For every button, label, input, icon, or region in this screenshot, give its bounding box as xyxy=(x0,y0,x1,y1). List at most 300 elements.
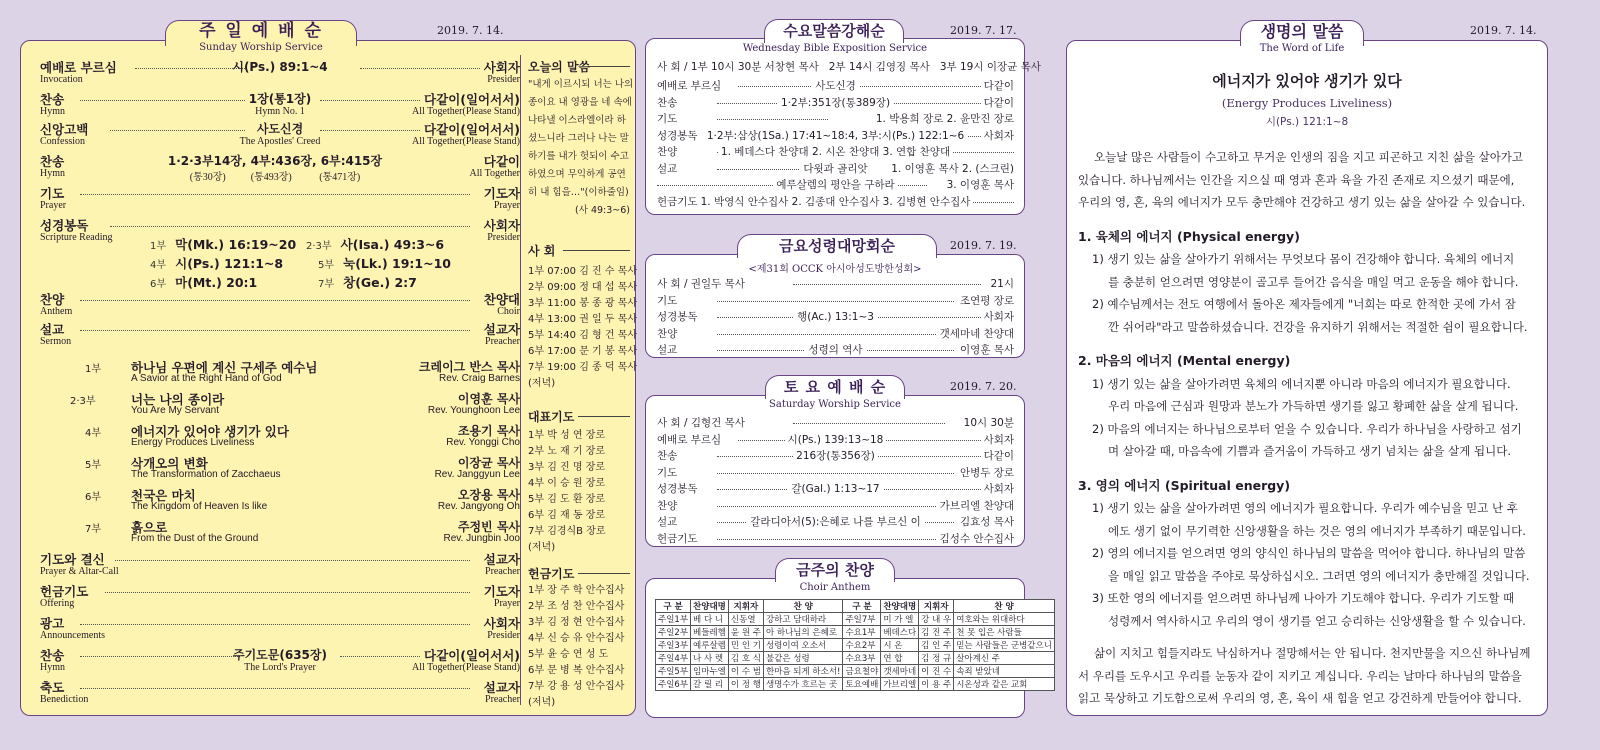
side-list-line: 7부 강 용 성 안수집사 xyxy=(528,681,625,692)
choir-cell: 신동열 xyxy=(728,613,763,626)
row-key-en: Confession xyxy=(40,136,85,147)
row-key: 찬송 xyxy=(40,92,65,107)
dotted-leader xyxy=(80,688,470,689)
table-row xyxy=(656,665,1055,678)
sermon-entry xyxy=(85,454,520,484)
row-leader: 기도자 xyxy=(483,186,520,201)
table-row xyxy=(656,639,1055,652)
sermon-heading-en: (Energy Produces Liveliness) xyxy=(1221,96,1393,110)
todays-word-heading: 오늘의 말씀 xyxy=(528,60,591,74)
row-content-en: The Apostles' Creed xyxy=(239,136,321,147)
friday-title-tab xyxy=(737,234,937,258)
row-key: 기도와 결신 xyxy=(40,552,105,567)
row-leader: 사회자 xyxy=(483,616,520,631)
row-content xyxy=(657,194,1014,209)
choir-cell: 이 용 주 xyxy=(919,678,954,691)
preacher-en: Rev. Janggyun Lee xyxy=(434,469,520,480)
side-list-line: 나타낼 이스라엘이라 하 xyxy=(528,115,626,126)
saturday-subtitle: Saturday Worship Service xyxy=(769,399,901,410)
dotted-leader xyxy=(105,592,470,593)
row-leader: 이영훈 목사 xyxy=(957,342,1014,357)
choir-cell: 불같은 성령 xyxy=(763,652,843,665)
row-leader-en: Presider xyxy=(487,630,520,641)
wednesday-subtitle: Wednesday Bible Exposition Service xyxy=(742,43,928,54)
row-key-en: Sermon xyxy=(40,336,72,347)
dotted-leader xyxy=(80,624,470,625)
row-content-bg: 216장(통356장) xyxy=(793,450,878,462)
row-leader-en: Preacher xyxy=(485,694,520,705)
row-content xyxy=(657,448,1014,463)
row-key: 설교 xyxy=(657,342,680,357)
dotted-leader xyxy=(115,560,470,561)
choir-cell: 수요2부 xyxy=(843,639,881,652)
row-content xyxy=(657,144,1014,159)
row-key-en: Prayer & Altar-Call xyxy=(40,566,119,577)
choir-cell: 김 인 주 xyxy=(919,639,954,652)
choir-subtitle: Choir Anthem xyxy=(799,582,871,593)
service-number: 5부 xyxy=(85,460,102,471)
friday-order xyxy=(657,276,1014,356)
row-key-en: Announcements xyxy=(40,630,105,641)
heading-rule xyxy=(578,573,630,574)
side-list-line: 5부 김 도 환 장로 xyxy=(528,494,606,505)
row-content-en: The Lord's Prayer xyxy=(244,662,316,673)
row-key: 찬양 xyxy=(657,498,680,513)
row-content-bg: 1·2부:삼상(1Sa.) 17:41~18:4, 3부:시(Ps.) 122:1~6 xyxy=(704,130,967,142)
side-list-line: (저녁) xyxy=(528,378,556,389)
side-list-line: 6부 김 재 동 장로 xyxy=(528,510,606,521)
preacher: 크레이그 반스 목사 xyxy=(418,360,520,374)
choir-table xyxy=(655,599,1055,691)
word-date: 2019. 7. 14. xyxy=(1470,24,1537,37)
row-content-bg: 갈라디아서(5):은혜로 나를 부르신 이 xyxy=(747,516,923,528)
section-heading: 2. 마음의 에너지 (Mental energy) xyxy=(1078,353,1291,368)
row-content xyxy=(657,481,1014,496)
section-line: 2) 마음의 에너지는 하나님으로부터 얻을 수 있습니다. 우리가 하나님을 사랑하고 섬기 xyxy=(1092,421,1522,436)
side-list-line: 1부 07:00 김 진 수 목사 xyxy=(528,266,638,277)
column-divider xyxy=(520,55,521,705)
sermon-title-en: A Savior at the Right Hand of God xyxy=(131,373,282,384)
choir-cell: 이 수 범 xyxy=(728,665,763,678)
row-content-bg: 1·2부:351장(통389장) xyxy=(778,97,893,109)
choir-cell: 수요1부 xyxy=(843,626,881,639)
sermon-entry xyxy=(85,358,520,388)
spacer xyxy=(1078,632,1538,642)
row-leader: 조연평 장로 xyxy=(957,293,1014,308)
scripture-ref: 마(Mt.) 20:1 xyxy=(175,275,258,290)
choir-cell: 성령이여 오소서 xyxy=(763,639,843,652)
word-title: 생명의 말씀 xyxy=(1260,22,1344,41)
heading-rule xyxy=(590,66,630,67)
choir-cell: 베 다 니 xyxy=(691,613,729,626)
side-list-line: 5부 윤 승 연 성 도 xyxy=(528,649,609,660)
row-content xyxy=(657,128,1014,143)
side-list-line: 2부 노 재 기 장로 xyxy=(528,446,606,457)
row-key-en: Prayer xyxy=(40,200,67,211)
section-line: 을 매일 읽고 말씀을 주야로 묵상하십시오. 그러면 영의 에너지가 충만해질 것입니다. xyxy=(1108,568,1530,583)
choir-cell: 믿는 사람들은 군병같으니 xyxy=(954,639,1055,652)
row-content: 1장(통1장) xyxy=(248,92,312,106)
row-content: 1·2·3부14장, 4부:436장, 6부:415장 xyxy=(167,154,383,168)
choir-cell: 예루살렘 xyxy=(691,639,729,652)
row-key: 성경봉독 xyxy=(657,309,701,324)
section-heading: 1. 육체의 에너지 (Physical energy) xyxy=(1078,228,1300,244)
choir-cell: 강 내 우 xyxy=(919,613,954,626)
service-row xyxy=(657,514,1014,529)
row-key-en: Scripture Reading xyxy=(40,232,113,243)
section-line: 1) 생기 있는 삶을 살아가려면 육체의 에너지뿐 아니라 마음의 에너지가 필요합니다. xyxy=(1092,376,1511,391)
service-row xyxy=(657,498,1014,513)
choir-header-cell: 찬 양 xyxy=(763,600,843,613)
choir-cell: 천 못 입은 사람들 xyxy=(954,626,1055,639)
side-list-line: 하기를 내가 헛되이 수고 xyxy=(528,151,629,162)
row-key: 헌금기도 xyxy=(657,531,701,546)
service-number: 7부 xyxy=(318,279,335,290)
row-leader: 사회자 xyxy=(483,218,520,233)
wednesday-order xyxy=(657,78,1014,213)
representative-prayer-heading: 대표기도 xyxy=(528,410,575,424)
table-row xyxy=(656,613,1055,626)
service-row xyxy=(657,309,1014,324)
choir-cell: 금요철야 xyxy=(843,665,881,678)
sermon-title-en: The Kingdom of Heaven Is like xyxy=(131,501,268,512)
table-row xyxy=(656,652,1055,665)
row-leader-en: Choir xyxy=(497,306,520,317)
dotted-leader xyxy=(717,334,936,335)
dotted-leader xyxy=(360,68,480,69)
row-leader-en: All Together(Please Stand) xyxy=(412,662,520,673)
choir-cell: 주일5부 xyxy=(656,665,691,678)
offering-prayer-heading: 헌금기도 xyxy=(528,567,575,581)
row-key: 기도 xyxy=(40,186,65,201)
row-key: 예배로 부르심 xyxy=(657,432,724,447)
row-key: 찬송 xyxy=(657,448,680,463)
row-leader: 찬양대 xyxy=(483,292,520,307)
service-number: 1부 xyxy=(85,364,102,375)
choir-header-cell: 구 분 xyxy=(656,600,691,613)
preacher: 오장용 목사 xyxy=(457,488,520,502)
scripture-item xyxy=(306,234,444,253)
row-leader-en: Preacher xyxy=(485,566,520,577)
service-number: 6부 xyxy=(150,279,167,290)
service-number: 2·3부 xyxy=(306,241,332,252)
row-leader-en: All Together(Please Stand) xyxy=(412,136,520,147)
service-row xyxy=(657,161,1014,176)
dotted-leader xyxy=(717,301,954,302)
side-list-line: 3부 김 정 현 안수집사 xyxy=(528,617,625,628)
side-list-line: 2부 조 성 찬 안수집사 xyxy=(528,601,625,612)
sermon-row xyxy=(40,320,520,348)
sunday-title: 주 일 예 배 순 xyxy=(199,21,323,41)
side-list-line: (저녁) xyxy=(528,697,556,708)
side-list-line: (사 49:3~6) xyxy=(575,205,630,216)
dotted-leader xyxy=(320,130,420,131)
dotted-leader xyxy=(717,506,936,507)
choir-cell: 윤 원 주 xyxy=(728,626,763,639)
row-key: 기도 xyxy=(657,465,680,480)
service-row xyxy=(657,128,1014,143)
heading-rule xyxy=(578,416,630,417)
side-list-line: 4부 신 승 유 안수집사 xyxy=(528,633,625,644)
choir-cell: 가브리엘 xyxy=(881,678,919,691)
row-leader: 사회자 xyxy=(981,309,1014,324)
side-list-line: 2부 09:00 정 대 섭 목사 xyxy=(528,282,638,293)
row-key: 기도 xyxy=(657,111,680,126)
row-key: 설교 xyxy=(657,514,680,529)
row-leader: 사회자 xyxy=(981,128,1014,143)
service-row xyxy=(657,342,1014,357)
choir-cell: 베데스다 xyxy=(881,626,919,639)
side-list-line: 7부 김경식B 장로 xyxy=(528,526,606,537)
sunday-subtitle: Sunday Worship Service xyxy=(199,42,323,53)
choir-cell: 살아계신 주 xyxy=(954,652,1055,665)
side-list-line: 1부 박 성 연 장로 xyxy=(528,430,606,441)
service-row xyxy=(657,326,1014,341)
scripture-ref: 막(Mk.) 16:19~20 xyxy=(175,237,297,252)
choir-cell: 이 진 수 xyxy=(919,665,954,678)
side-list-line: 4부 이 승 원 장로 xyxy=(528,478,606,489)
row-leader: 10시 30분 xyxy=(961,415,1014,430)
service-row xyxy=(657,448,1014,463)
side-list-line: 7부 19:00 김 종 덕 목사 xyxy=(528,362,638,373)
sermon-heading: 에너지가 있어야 생기가 있다 xyxy=(1212,72,1402,90)
row-leader: 갯세마네 찬양대 xyxy=(937,326,1014,341)
row-content-bg: 1. 베데스다 찬양대 2. 시온 찬양대 3. 연합 찬양대 xyxy=(718,146,953,158)
preacher-en: Rev. Yonggi Cho xyxy=(446,437,520,448)
preacher: 조용기 목사 xyxy=(457,424,520,438)
row-content-bg: 1. 박영식 안수집사 2. 김종대 안수집사 3. 김병현 안수집사 xyxy=(698,196,974,208)
choir-cell: 속죄 받았네 xyxy=(954,665,1055,678)
sermon-reference: 시(Ps.) 121:1~8 xyxy=(1265,116,1349,128)
offering-row xyxy=(40,582,520,610)
choir-cell: 주일2부 xyxy=(656,626,691,639)
anthem-row xyxy=(40,290,520,318)
row-content-bg: 다윗과 골리앗 xyxy=(800,163,870,175)
body-line: 우리의 영, 혼, 육의 에너지가 모두 충만해야 건강하고 생기 있는 삶을 살아갈 수 있습니다. xyxy=(1078,195,1526,209)
row-key: 사 회 / 권일두 목사 xyxy=(657,276,748,291)
scripture-ref: 사(Isa.) 49:3~6 xyxy=(340,237,445,252)
choir-cell: 토요예배 xyxy=(843,678,881,691)
side-list-line: 1부 장 주 학 안수집사 xyxy=(528,585,625,596)
choir-cell: 베들레헴 xyxy=(691,626,729,639)
row-leader-en: Presider xyxy=(487,74,520,85)
scripture-item xyxy=(318,272,417,291)
choir-cell: 김 호 식 xyxy=(728,652,763,665)
row-leader-en: Presider xyxy=(487,232,520,243)
choir-cell: 이 정 행 xyxy=(728,678,763,691)
service-row xyxy=(657,194,1014,209)
row-leader: 김성수 안수집사 xyxy=(937,531,1014,546)
row-leader: 다같이 xyxy=(981,95,1014,110)
wednesday-title: 수요말씀강해순 xyxy=(783,22,885,40)
row-content xyxy=(657,432,1014,447)
choir-cell: 나 사 렛 xyxy=(691,652,729,665)
choir-title: 금주의 찬양 xyxy=(796,561,874,579)
dotted-leader xyxy=(793,423,945,424)
choir-header-cell: 지휘자 xyxy=(728,600,763,613)
scripture-ref: 창(Ge.) 2:7 xyxy=(343,275,417,290)
row-key-en: Hymn xyxy=(40,168,65,179)
dotted-leader xyxy=(320,100,420,101)
service-number: 5부 xyxy=(318,260,335,271)
section-line: 성령께서 역사하시고 우리의 영이 생기를 얻고 승리하는 신앙생활을 할 수 있습니다. xyxy=(1108,613,1526,628)
row-leader: 설교자 xyxy=(483,552,520,567)
dotted-leader xyxy=(717,473,954,474)
row-key-en: Offering xyxy=(40,598,75,609)
body-line: 오늘날 많은 사람들이 수고하고 무거운 인생의 짐을 지고 피곤하고 지친 삶을 살아가고 xyxy=(1094,150,1524,164)
section-line: 1) 생기 있는 삶을 살아가려면 영의 에너지가 필요합니다. 우리가 예수님을 믿고 난 후 xyxy=(1092,501,1518,515)
choir-cell: 김 진 주 xyxy=(919,626,954,639)
hymn3-row xyxy=(40,646,520,674)
service-number: 7부 xyxy=(85,524,102,535)
row-key: 헌금기도 xyxy=(657,194,701,209)
sermon-body xyxy=(1078,146,1538,710)
side-list-line: 6부 문 병 복 안수집사 xyxy=(528,665,625,676)
row-leader-en: Prayer xyxy=(493,598,520,609)
choir-cell: 갯세마네 xyxy=(881,665,919,678)
sunday-side-column xyxy=(528,58,638,708)
row-content: 주기도문(635장) xyxy=(233,648,327,662)
choir-cell: 여호와는 위대하다 xyxy=(954,613,1055,626)
row-key: 찬송 xyxy=(40,154,65,169)
service-row xyxy=(657,415,1014,430)
row-leader: 다같이 xyxy=(981,448,1014,463)
scripture-item xyxy=(150,253,283,272)
side-list-line: (저녁) xyxy=(528,542,556,553)
side-list-line: "내게 이르시되 너는 나의 xyxy=(528,79,634,90)
row-key: 설교 xyxy=(657,161,680,176)
dotted-leader xyxy=(717,539,936,540)
sermon-entry xyxy=(85,486,520,516)
sermon-title-en: You Are My Servant xyxy=(131,405,220,416)
side-list-line: 하였으며 무익하게 공연 xyxy=(528,169,626,180)
preacher-en: Rev. Jungbin Joo xyxy=(443,533,520,544)
prayer-row xyxy=(40,184,520,212)
row-content-bg: 예루살렘의 평안을 구하라 xyxy=(773,179,897,191)
section-line: 를 충분히 얻으려면 영양분이 골고루 들어간 음식을 매일 먹고 운동을 해야 합니다. xyxy=(1108,274,1519,289)
sermon-title-en: The Transformation of Zacchaeus xyxy=(131,469,281,480)
row-leader: 사회자 xyxy=(483,60,520,75)
row-key: 성경봉독 xyxy=(657,481,701,496)
side-list-line: 4부 13:00 권 일 두 목사 xyxy=(528,314,638,325)
body-line: 서 우리를 도우시고 우리를 눈동자 같이 지키고 계십니다. 우리는 날마다 하나님의 말씀을 xyxy=(1078,668,1522,683)
scripture-ref: 시(Ps.) 121:1~8 xyxy=(175,256,284,271)
service-row xyxy=(657,276,1014,291)
dotted-leader xyxy=(80,194,470,195)
row-leader: 1. 박용희 장로 2. 윤만진 장로 xyxy=(873,111,1014,126)
row-leader: 안병두 장로 xyxy=(957,465,1014,480)
row-leader-en: All Together xyxy=(469,168,520,179)
preacher: 이영훈 목사 xyxy=(457,392,520,406)
wednesday-head: 사 회 / 1부 10시 30분 서창현 목사 2부 14시 김영징 목사 3부 19시 이장균 목사 xyxy=(657,61,1041,73)
row-key-en: Anthem xyxy=(40,306,73,317)
row-leader: 설교자 xyxy=(483,322,520,337)
section-line: 2) 예수님께서는 전도 여행에서 돌아온 제자들에게 "너희는 따로 한적한 곳에 가서 잠 xyxy=(1092,297,1516,311)
row-leader: 다같이(일어서서) xyxy=(424,92,520,107)
row-leader: 기도자 xyxy=(483,584,520,599)
row-content xyxy=(657,78,1014,93)
side-list-line: 3부 11:00 봉 종 광 목사 xyxy=(528,298,638,309)
hymn2-row xyxy=(40,152,520,183)
sermon-title: 너는 나의 종이라 xyxy=(131,392,225,407)
invocation-row xyxy=(40,58,520,86)
choir-header-cell: 찬양대명 xyxy=(691,600,729,613)
benediction-row xyxy=(40,678,520,706)
row-key: 찬양 xyxy=(657,326,680,341)
choir-cell: 한마음 되게 하소서! xyxy=(763,665,843,678)
choir-cell: 김 정 규 xyxy=(919,652,954,665)
body-line: 읽고 묵상하고 기도함으로써 우리의 영, 혼, 육이 새 힘을 얻고 강건하게 만들어야 합니다. xyxy=(1078,691,1522,705)
choir-header-cell: 지휘자 xyxy=(919,600,954,613)
preacher: 주정빈 목사 xyxy=(457,520,520,534)
row-content-bg: 행(Ac.) 13:1~3 xyxy=(794,311,877,323)
row-leader-en: Prayer xyxy=(493,200,520,211)
row-key: 신앙고백 xyxy=(40,122,89,137)
section-line: 깐 쉬어라"라고 말씀하셨습니다. 건강을 유지하기 위해서는 적절한 쉼이 필요합니다. xyxy=(1108,319,1528,334)
sermon-title-en: Energy Produces Liveliness xyxy=(131,437,255,448)
side-list-line: 셨느니라 그러나 나는 말 xyxy=(528,133,629,144)
preacher: 이장균 목사 xyxy=(457,456,520,470)
row-key: 헌금기도 xyxy=(40,584,89,599)
sermon-entry xyxy=(85,422,520,452)
row-content: 사도신경 xyxy=(256,122,304,136)
saturday-date: 2019. 7. 20. xyxy=(950,380,1017,393)
choir-cell: 갈 릴 리 xyxy=(691,678,729,691)
row-key: 기도 xyxy=(657,293,680,308)
choir-cell: 주일3부 xyxy=(656,639,691,652)
row-content-bg: 시(Ps.) 139:13~18 xyxy=(785,434,887,446)
altar-call-row xyxy=(40,550,520,578)
row-leader: 3. 이영훈 목사 xyxy=(944,177,1014,192)
service-number: 2·3부 xyxy=(70,396,96,407)
preacher-en: Rev. Younghoon Lee xyxy=(427,405,520,416)
service-row xyxy=(657,78,1014,93)
friday-title: 금요성령대망회순 xyxy=(779,237,895,255)
service-row xyxy=(657,481,1014,496)
choir-cell: 아 하나님의 은혜로 xyxy=(763,626,843,639)
friday-subtitle: <제31회 OCCK 아시아성도방한성회> xyxy=(748,264,922,275)
sunday-date: 2019. 7. 14. xyxy=(437,24,504,37)
row-key-en: Hymn xyxy=(40,662,65,673)
saturday-order xyxy=(657,415,1014,543)
choir-cell: 임마누엘 xyxy=(691,665,729,678)
body-line: 삶이 지치고 힘들지라도 낙심하거나 절망해서는 안 됩니다. 천지만물을 지으신 하나님께 xyxy=(1094,646,1531,660)
row-leader: 21시 xyxy=(987,276,1014,291)
saturday-title-tab xyxy=(765,375,905,399)
table-row xyxy=(656,626,1055,639)
word-subtitle: The Word of Life xyxy=(1259,43,1345,54)
row-key: 찬양 xyxy=(40,292,65,307)
side-list-line: 종이요 내 영광을 네 속에 xyxy=(528,97,632,108)
choir-cell: 시 온 xyxy=(881,639,919,652)
table-row xyxy=(656,678,1055,691)
service-row xyxy=(657,293,1014,308)
wednesday-title-tab xyxy=(764,19,904,43)
service-row xyxy=(657,432,1014,447)
row-key: 성경봉독 xyxy=(40,218,89,233)
row-leader-en: All Together(Please Stand) xyxy=(412,106,520,117)
row-key: 예배로 부르심 xyxy=(657,78,724,93)
row-content-en: Hymn No. 1 xyxy=(255,106,305,117)
row-key: 사 회 / 김형건 목사 xyxy=(657,415,748,430)
row-leader: 사회자 xyxy=(981,432,1014,447)
row-content xyxy=(657,309,1014,324)
choir-cell: 민 인 기 xyxy=(728,639,763,652)
scripture-item xyxy=(318,253,451,272)
row-key-en: Hymn xyxy=(40,106,65,117)
service-number: 1부 xyxy=(150,241,167,252)
row-content xyxy=(657,95,1014,110)
